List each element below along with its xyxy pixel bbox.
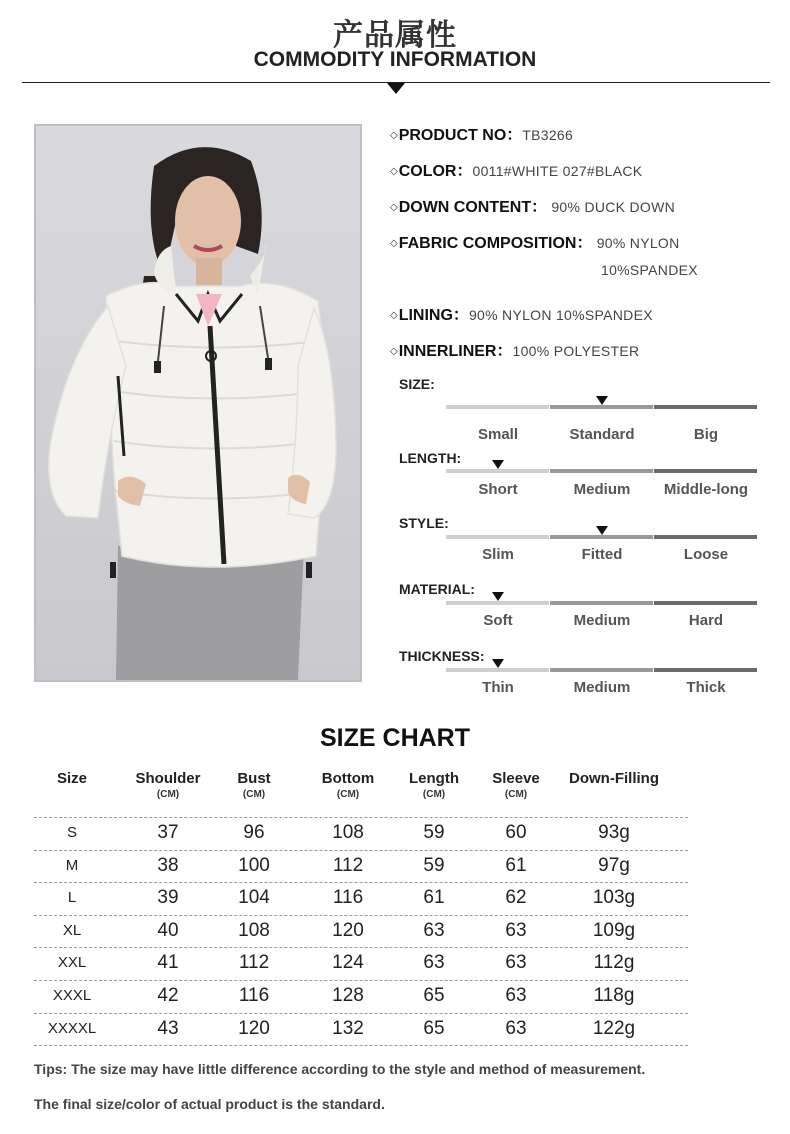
column-header [298,772,398,802]
table-cell: 61 [423,887,445,908]
selected-marker-icon [492,460,504,469]
selected-marker-icon [596,526,608,535]
scale-segment [446,535,549,539]
table-cell: 122g [592,1018,636,1039]
diamond-bullet-icon: ◇ [390,310,398,321]
scale-label: MATERIAL: [399,581,475,597]
scale-segment [550,469,653,473]
table-cell: 109g [592,920,636,941]
attr-value: 100% POLYESTER [512,343,640,359]
selected-marker-icon [596,396,608,405]
table-cell: L [67,889,77,906]
diamond-bullet-icon: ◇ [390,238,398,249]
column-unit: (CM) [156,789,180,800]
row-divider [34,882,688,883]
table-cell: 63 [505,985,527,1006]
table-cell: 39 [157,887,179,908]
table-cell: 63 [423,952,445,973]
table-cell: 100 [238,855,270,876]
table-cell: 97g [598,855,630,876]
table-cell: 116 [332,887,364,908]
scale-segment [550,668,653,672]
diamond-bullet-icon: ◇ [390,202,398,213]
row-divider [34,850,688,851]
column-unit: (CM) [336,789,360,800]
scale-option: Fitted [581,546,623,563]
down-arrow-icon [387,83,405,94]
scale-segment [550,601,653,605]
scale-segment [550,405,653,409]
size-chart-title: SIZE CHART [320,724,470,752]
selected-marker-icon [492,592,504,601]
attr-color [390,158,642,181]
column-unit: (CM) [242,789,266,800]
scale-label: STYLE: [399,515,449,531]
attr-down-content [390,194,675,217]
table-cell: 41 [157,952,179,973]
scale-segment [654,668,757,672]
table-cell: M [65,857,79,874]
row-divider [34,915,688,916]
attr-lining [390,302,653,325]
table-cell: S [66,824,77,841]
table-cell: 112 [238,952,270,973]
table-cell: 65 [423,985,445,1006]
attr-fabric-composition-line2 [601,262,698,278]
column-name: Shoulder [135,770,201,787]
product-photo [34,124,362,682]
scale-option: Thick [686,679,726,696]
attr-value: 90% DUCK DOWN [547,199,676,215]
column-header [564,772,664,786]
attr-key: DOWN CONTENT： [398,199,548,216]
row-divider [34,980,688,981]
page-title-en: COMMODITY INFORMATION [253,48,537,71]
table-cell: 112g [593,952,635,973]
column-header [22,772,122,786]
tip-line-1: Tips: The size may have little difference according to the style and method of measurement. [34,1061,646,1077]
table-cell: 61 [505,855,527,876]
attr-value: 0011#WHITE 027#BLACK [472,163,643,179]
table-cell: 63 [505,920,527,941]
table-cell: 120 [332,920,364,941]
scale-option: Medium [573,612,631,629]
scale-segment [654,535,757,539]
table-cell: XXL [57,954,87,971]
column-name: Sleeve [492,770,540,787]
table-cell: 59 [423,855,445,876]
table-cell: 38 [157,855,179,876]
scale-segment [550,535,653,539]
row-divider [34,817,688,818]
model-illustration [36,126,360,680]
scale-option: Standard [569,426,635,443]
table-cell: 120 [238,1018,270,1039]
diamond-bullet-icon: ◇ [390,346,398,357]
scale-option: Slim [482,546,514,563]
column-name: Size [56,770,87,787]
scale-segment [654,601,757,605]
attr-value: 90% NYLON [592,235,680,251]
table-cell: 37 [157,822,179,843]
scale-option: Medium [573,481,631,498]
table-cell: 65 [423,1018,445,1039]
column-name: Down-Filling [569,770,659,787]
scale-option: Big [693,426,719,443]
column-header [204,772,304,802]
column-header [118,772,218,802]
table-cell: 116 [238,985,270,1006]
column-header [466,772,566,802]
scale-option: Thin [482,679,514,696]
attr-value: TB3266 [522,127,574,143]
attr-value: 10%SPANDEX [601,262,698,278]
table-cell: 108 [238,920,270,941]
table-cell: 93g [598,822,630,843]
diamond-bullet-icon: ◇ [390,166,398,177]
attr-innerliner [390,338,639,361]
table-cell: 124 [332,952,364,973]
scale-label: THICKNESS: [399,648,485,664]
page-title-cn: 产品属性 [333,18,457,53]
scale-segment [654,405,757,409]
scale-segment [654,469,757,473]
attr-key: LINING： [398,307,469,324]
scale-option: Medium [573,679,631,696]
column-name: Length [409,770,459,787]
attr-key: COLOR： [398,163,473,180]
scale-label: SIZE: [399,376,435,392]
table-cell: XL [62,922,82,939]
attr-fabric-composition [390,230,680,253]
tip-line-2: The final size/color of actual product is the standard. [34,1096,385,1112]
attr-product-no [390,122,573,145]
table-cell: XXXXL [47,1020,97,1037]
table-cell: 108 [332,822,364,843]
table-cell: 63 [423,920,445,941]
table-cell: 59 [423,822,445,843]
table-cell: 132 [332,1018,364,1039]
column-unit: (CM) [422,789,446,800]
scale-option: Loose [683,546,729,563]
scale-option: Middle-long [663,481,749,498]
table-cell: 112 [332,855,364,876]
table-cell: 63 [505,1018,527,1039]
column-name: Bust [237,770,271,787]
scale-option: Small [477,426,519,443]
scale-segment [446,469,549,473]
attr-value: 90% NYLON 10%SPANDEX [468,307,653,323]
row-divider [34,1045,688,1046]
scale-segment [446,405,549,409]
attr-key: INNERLINER： [398,343,513,360]
scale-option: Hard [688,612,724,629]
diamond-bullet-icon: ◇ [390,130,398,141]
row-divider [34,1013,688,1014]
column-name: Bottom [321,770,375,787]
table-cell: 43 [157,1018,179,1039]
attr-key: FABRIC COMPOSITION： [398,235,593,252]
table-cell: 128 [332,985,364,1006]
table-cell: 40 [157,920,179,941]
table-cell: 42 [157,985,179,1006]
row-divider [34,947,688,948]
column-unit: (CM) [504,789,528,800]
scale-segment [446,601,549,605]
table-cell: 60 [505,822,527,843]
table-cell: 62 [505,887,527,908]
scale-option: Soft [483,612,513,629]
table-cell: 63 [505,952,527,973]
scale-label: LENGTH: [399,450,462,466]
table-cell: 96 [243,822,265,843]
table-cell: 103g [592,887,636,908]
attr-key: PRODUCT NO： [398,127,523,144]
scale-segment [446,668,549,672]
scale-option: Short [478,481,518,498]
table-cell: 118g [593,985,635,1006]
table-cell: 104 [238,887,270,908]
table-cell: XXXL [52,987,92,1004]
selected-marker-icon [492,659,504,668]
